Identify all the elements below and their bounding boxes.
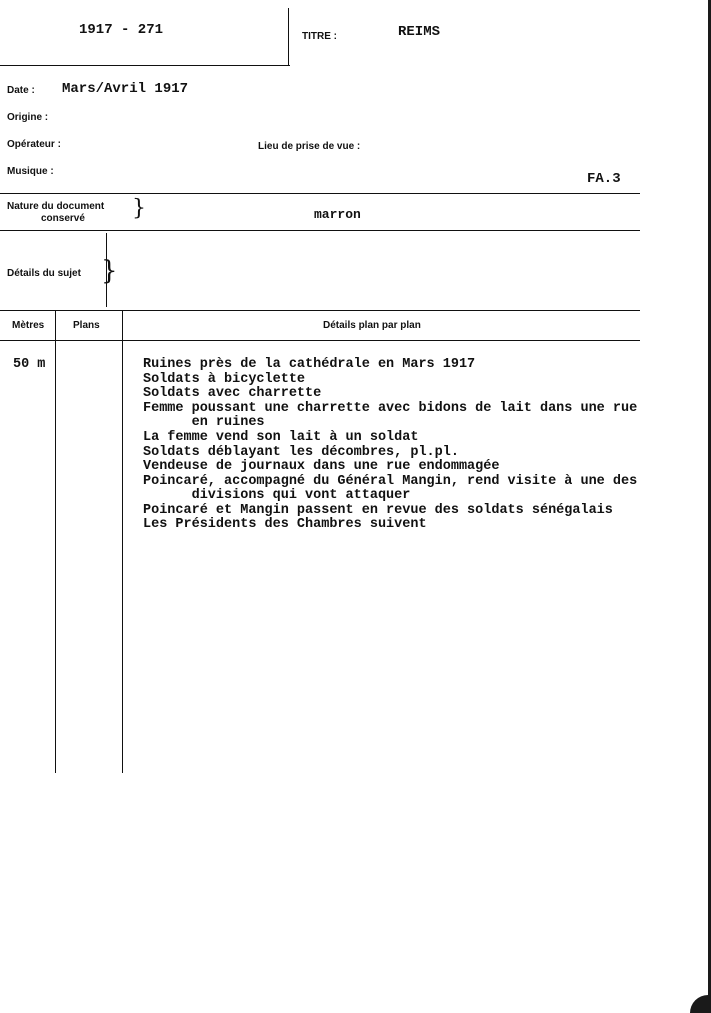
date-label: Date : [7,85,35,96]
musique-label: Musique : [7,166,54,177]
col-metres-header: Mètres [12,320,45,331]
lieu-label: Lieu de prise de vue : [258,141,361,152]
titre-label: TITRE : [302,31,337,42]
metres-value: 50 m [13,357,46,372]
table-top-rule [0,310,640,311]
detail-line: La femme vend son lait à un soldat [143,430,419,445]
details-brace-icon: } [101,256,118,286]
operateur-label: Opérateur : [7,139,61,150]
detail-line: divisions qui vont attaquer [143,488,411,503]
col-plans-header: Plans [73,320,100,331]
detail-line: Femme poussant une charrette avec bidons de lait dans une rue [143,401,638,416]
col-detail-header: Détails plan par plan [323,320,421,331]
detail-line: Vendeuse de journaux dans une rue endommagée [143,459,500,474]
detail-line: Ruines près de la cathédrale en Mars 1917 [143,357,476,372]
detail-line: Poincaré et Mangin passent en revue des soldats sénégalais [143,503,613,518]
nature-label-line1: Nature du document [7,201,105,212]
origine-label: Origine : [7,112,49,123]
nature-brace-icon: } [132,196,146,221]
nature-bottom-rule [0,230,640,231]
reference-number: 1917 - 271 [79,22,164,38]
code-value: FA.3 [587,171,621,187]
detail-line: Les Présidents des Chambres suivent [143,517,427,532]
header-divider [288,8,289,66]
nature-label-line2: conservé [41,213,85,224]
nature-top-rule [0,193,640,194]
col-divider-1 [55,311,56,773]
date-value: Mars/Avril 1917 [62,81,189,97]
detail-line: Soldats déblayant les décombres, pl.pl. [143,445,459,460]
detail-line: en ruines [143,415,265,430]
nature-value: marron [314,207,361,222]
detail-line: Soldats à bicyclette [143,372,306,387]
header-bottom-rule [0,65,290,66]
col-divider-2 [122,311,123,773]
details-sujet-label: Détails du sujet [7,268,81,279]
detail-line: Poincaré, accompagné du Général Mangin, rend visite à une des [143,474,638,489]
table-header-rule [0,340,640,341]
titre-value: REIMS [398,24,441,40]
scan-corner [690,995,711,1013]
detail-line: Soldats avec charrette [143,386,322,401]
